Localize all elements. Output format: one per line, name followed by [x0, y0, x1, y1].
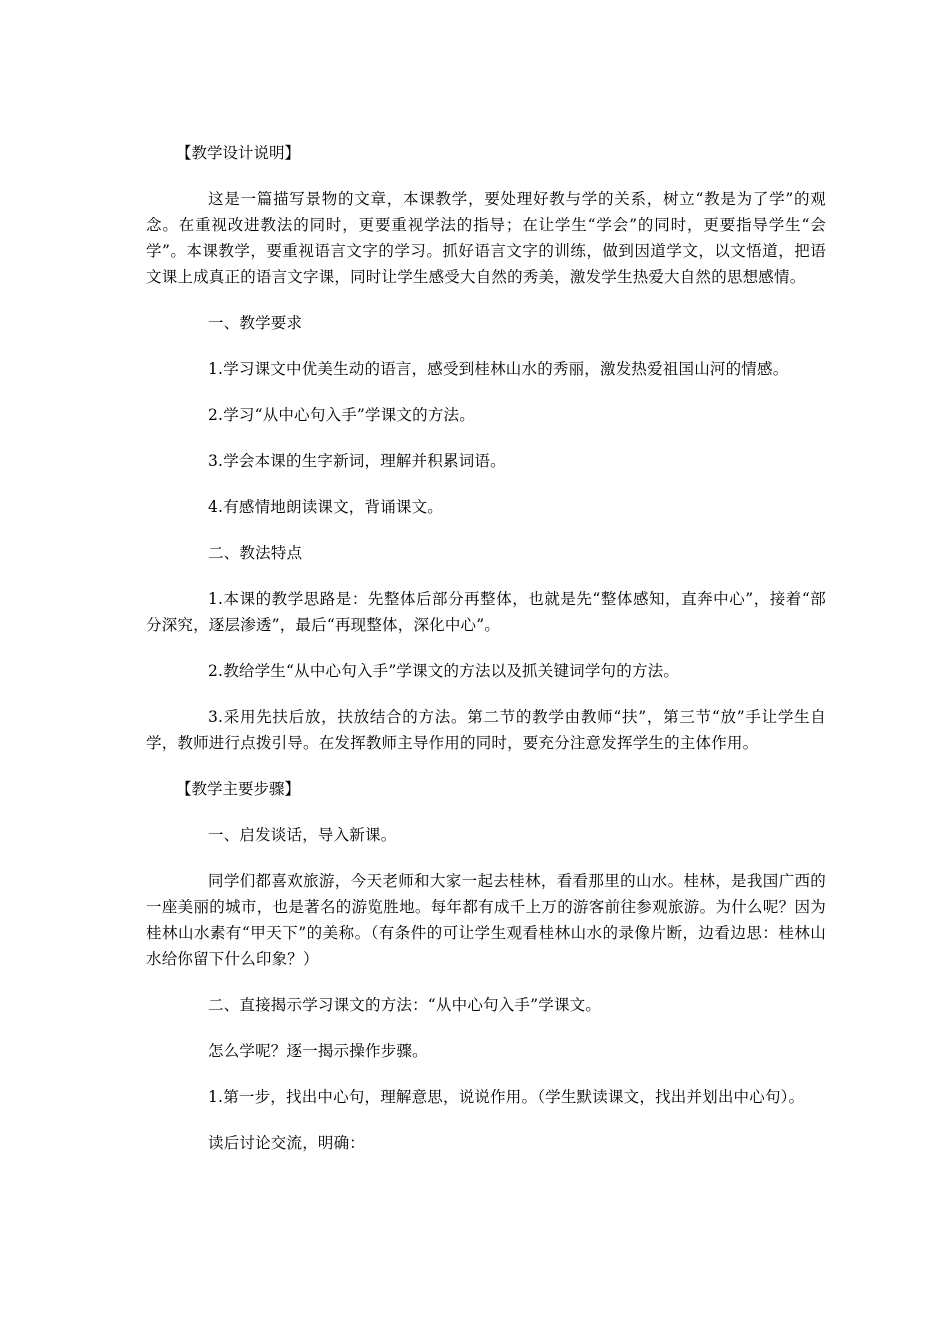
section-heading-design-notes: 【教学设计说明】 [176, 144, 301, 162]
feature-item-3: 3.采用先扶后放，扶放结合的方法。第二节的教学由教师“扶”，第三节“放”手让学生自学，教师进行点拨引导。在发挥教师主导作用的同时，要充分注意发挥学生的主体作用。 [146, 708, 826, 752]
document-page [146, 140, 826, 1156]
paragraph-how-to-learn: 怎么学呢？逐一揭示操作步骤。 [208, 1042, 428, 1060]
paragraph-intro: 这是一篇描写景物的文章，本课教学，要处理好教与学的关系，树立“教是为了学”的观念。在重视改进教法的同时，更要重视学法的指导；在让学生“学会”的同时，更要指导学生“会学”。本课教学，要重视语言文字的学习。抓好语言文字的训练，做到因道学文，以文悟道，把语文课上成真正的语言文字课，同时让学生感受大自然的秀美，激发学生热爱大自然的思想感情。 [146, 190, 826, 286]
requirement-item-3: 3.学会本课的生字新词，理解并积累词语。 [208, 452, 506, 470]
paragraph-introduction-talk: 同学们都喜欢旅游，今天老师和大家一起去桂林，看看那里的山水。桂林，是我国广西的一座美丽的城市，也是著名的游览胜地。每年都有成千上万的游客前往参观旅游。为什么呢？因为桂林山水素有“甲天下”的美称。（有条件的可让学生观看桂林山水的录像片断，边看边思：桂林山水给你留下什么印象？） [146, 872, 826, 968]
paragraph-discussion: 读后讨论交流，明确： [208, 1134, 366, 1152]
heading-teaching-features: 二、教法特点 [208, 544, 303, 562]
step-heading-1: 一、启发谈话，导入新课。 [208, 826, 397, 844]
heading-teaching-requirements: 一、教学要求 [208, 314, 303, 332]
paragraph-step-one: 1.第一步，找出中心句，理解意思，说说作用。（学生默读课文，找出并划出中心句）。 [208, 1088, 805, 1106]
requirement-item-4: 4.有感情地朗读课文，背诵课文。 [208, 498, 443, 516]
requirement-item-1: 1.学习课文中优美生动的语言，感受到桂林山水的秀丽，激发热爱祖国山河的情感。 [208, 360, 789, 378]
requirement-item-2: 2.学习“从中心句入手”学课文的方法。 [208, 406, 475, 424]
section-heading-main-steps: 【教学主要步骤】 [176, 780, 301, 798]
feature-item-1: 1.本课的教学思路是：先整体后部分再整体，也就是先“整体感知，直奔中心”，接着“部分深究，逐层渗透”，最后“再现整体，深化中心”。 [146, 590, 826, 634]
step-heading-2: 二、直接揭示学习课文的方法：“从中心句入手”学课文。 [208, 996, 602, 1014]
feature-item-2: 2.教给学生“从中心句入手”学课文的方法以及抓关键词学句的方法。 [208, 662, 680, 680]
